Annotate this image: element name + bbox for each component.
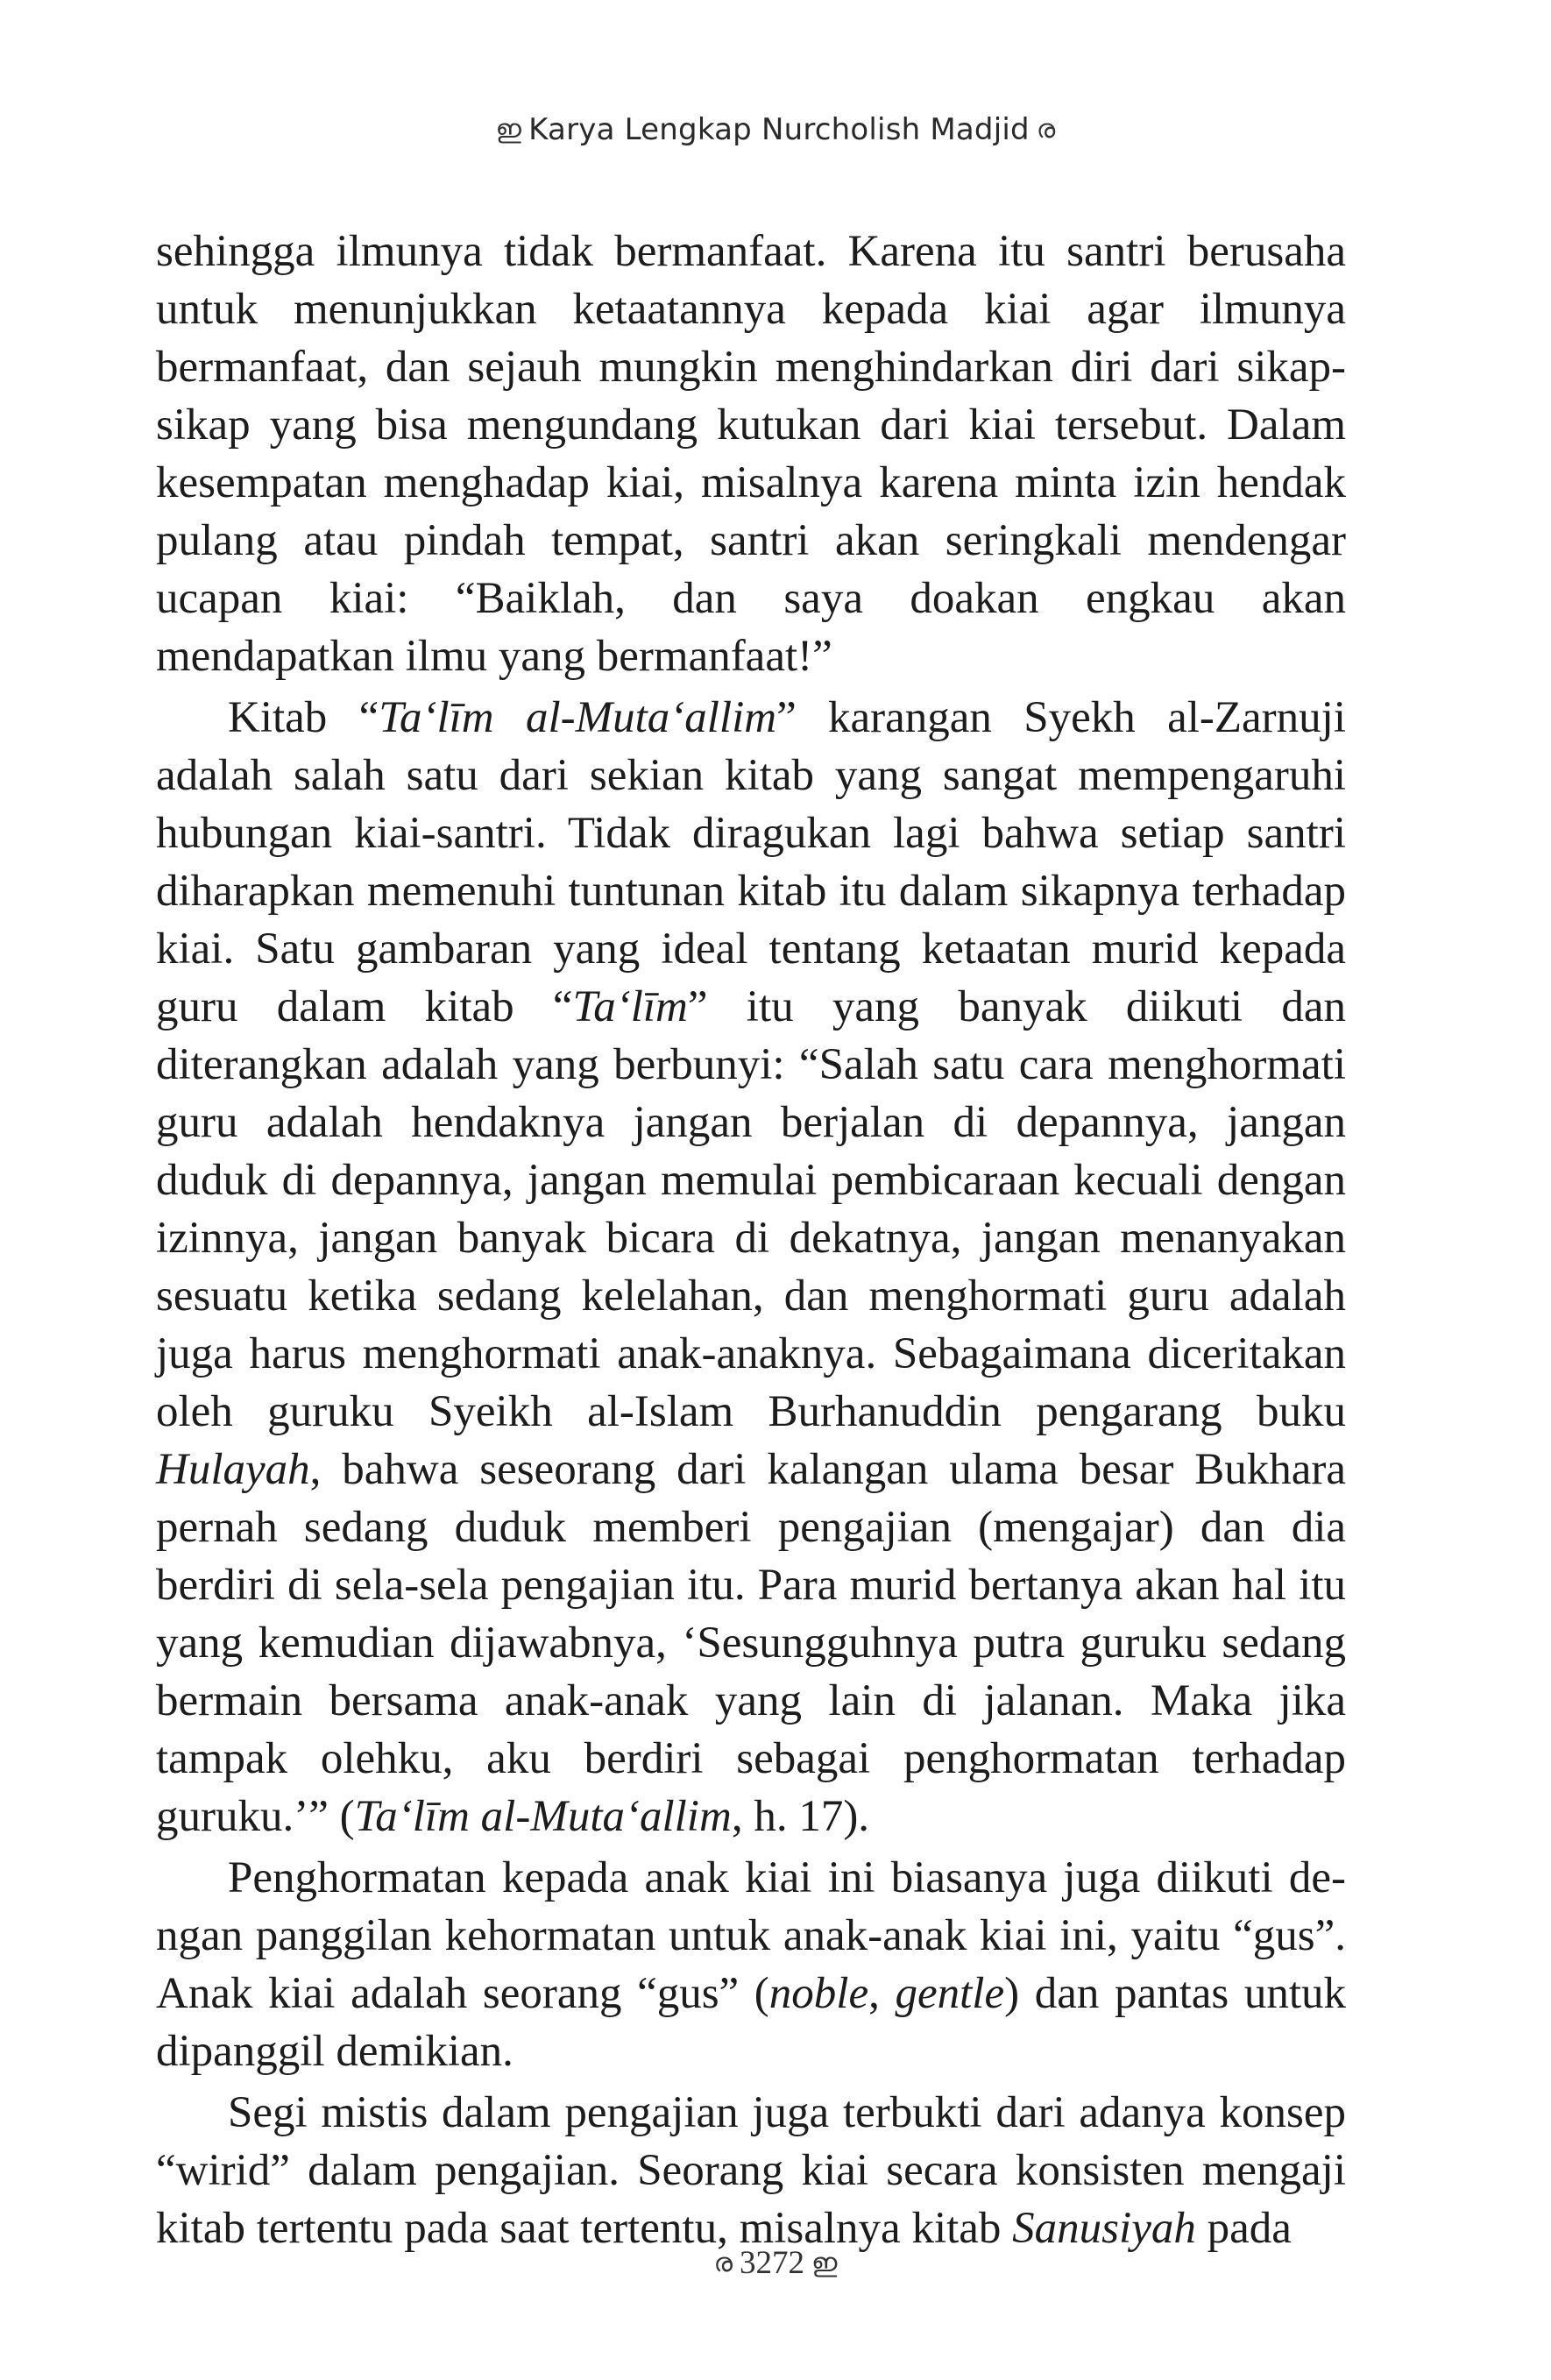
ornament-right-icon: ഇ xyxy=(811,2248,838,2278)
paragraph xyxy=(156,689,1346,1845)
paragraph xyxy=(156,1849,1346,2080)
italic-term: gentle xyxy=(895,1969,1005,2018)
text-segment: , xyxy=(868,1969,896,2018)
book-title: Karya Lengkap Nurcholish Madjid xyxy=(528,112,1030,147)
paragraph xyxy=(156,223,1346,685)
text-segment: , bahwa seseorang dari kalangan ulama besar Bukhara pernah sedang duduk memberi pengajian (mengajar) dan dia berdiri di sela-sela pengajian itu. Para murid bertanya akan hal itu yang kemudian dijawabnya, ‘Sesungguhnya putra guruku sedang bermain bersama anak-anak yang lain di jalanan. Maka jika tampak olehku, aku berdiri sebagai penghormatan terhadap guruku.’” ( xyxy=(156,1445,1346,1841)
text-segment: , h. 17). xyxy=(731,1792,870,1841)
text-segment: pada xyxy=(1195,2204,1292,2253)
ornament-right-icon: ര xyxy=(1036,114,1056,145)
italic-title: Sanusiyah xyxy=(1012,2204,1196,2253)
paragraph xyxy=(156,2084,1346,2257)
ornament-left-icon: ഇ xyxy=(495,114,522,145)
ornament-left-icon: ര xyxy=(713,2248,733,2278)
text-segment: ” itu yang banyak diikuti dan diterangkan adalah yang berbunyi: “Salah satu cara menghormati guru adalah hendaknya jangan berjalan di depannya, jangan duduk di depannya, jangan memulai pembicaraan kecuali dengan izinnya, jangan banyak bicara di dekatnya, jangan menanyakan sesuatu ketika sedang kelelahan, dan menghormati guru adalah juga harus menghormati anak-anaknya. Sebagaimana diceritakan oleh guruku Syeikh al-Islam Burhanuddin pengarang buku xyxy=(156,982,1346,1436)
page-footer xyxy=(0,2244,1551,2282)
text-segment: Penghormatan kepada anak kiai ini biasanya juga diikuti de-ngan panggilan kehormatan untuk anak-anak kiai ini, yaitu “gus”. Anak kiai adalah seorang “gus” ( xyxy=(156,1853,1346,2018)
italic-title: Hulayah xyxy=(156,1445,310,1494)
text-segment: sehingga ilmunya tidak bermanfaat. Karena itu santri berusaha untuk menunjukkan ketaatannya kepada kiai agar ilmunya bermanfaat, dan sejauh mungkin menghindarkan diri dari sikap-sikap yang bisa mengundang kutukan dari kiai tersebut. Dalam kesempatan menghadap kiai, misalnya karena minta izin hendak pulang atau pindah tempat, santri akan seringkali mendengar ucapan kiai: “Baiklah, dan saya doakan engkau akan mendapatkan ilmu yang bermanfaat!” xyxy=(156,227,1346,681)
running-header xyxy=(0,112,1551,147)
body-text xyxy=(156,223,1346,2261)
italic-title: Ta‘līm xyxy=(572,982,688,1031)
page-number: 3272 xyxy=(740,2245,805,2281)
text-segment: ) dan pantas untuk dipanggil demikian. xyxy=(156,1969,1347,2076)
italic-title: Ta‘līm al-Muta‘allim xyxy=(379,693,777,742)
italic-term: noble xyxy=(768,1969,869,2018)
text-segment: Kitab “ xyxy=(228,693,379,742)
text-segment: ” karangan Syekh al-Zarnuji adalah salah satu dari sekian kitab yang sangat mempengaruhi hubungan kiai-santri. Tidak diragukan lagi bahwa setiap santri diharapkan memenuhi tuntunan kitab itu dalam sikapnya terhadap kiai. Satu gambaran yang ideal tentang ketaatan murid kepada guru dalam kitab “ xyxy=(156,693,1346,1031)
text-segment: Segi mistis dalam pengajian juga terbukti dari adanya konsep “wirid” dalam pengajian. Seorang kiai secara konsisten mengaji kitab tertentu pada saat tertentu, misalnya kitab xyxy=(156,2088,1346,2253)
italic-title: Ta‘līm al-Muta‘allim xyxy=(354,1792,732,1841)
